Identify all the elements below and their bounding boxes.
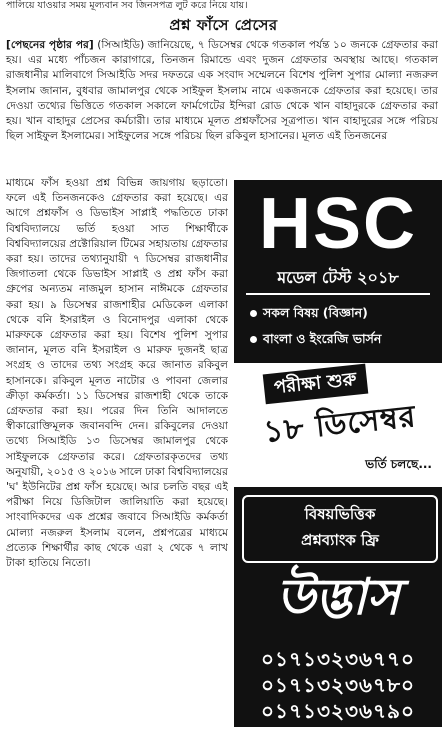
ad-subject-based: বিষয়ভিত্তিক	[304, 505, 376, 523]
article-column-text: মাধ্যমে ফাঁস হওয়া প্রশ্ন বিভিন্ন জায়গায় ছড়াতো। ফলে এই তিনজনকেও গ্রেফতার করা হয়েছে। এর আগে প্রশ্নফাঁস ও ডিভাইস সাপ্লাই পদ্ধতিতে ঢাকা বিশ্ববিদ্যালয়ে ভর্তি হওয়া সাত শিক্ষার্থীকে বিশ্ববিদ্যালয়ের প্রক্টোরিয়াল টিমের সহায়তায় গ্রেফতার করা হয়। তাদের তথ্যানুযায়ী ৭ ডিসেম্বর রাজধানীর জিগাতলা থেকে ডিভাইস সাপ্লাই ও প্রশ্ন ফাঁস করা গ্রুপের অন্যতম নাজমুল হাসান নাঈমকে গ্রেফতার করা হয়। ৯ ডিসেম্বর রাজশাহীর মেডিকেল এলাকা থেকে বনি ইসরাইল ও বিনোদপুর এলাকা থেকে মারুফকে গ্রেফতার করা হয়। বিশেষ পুলিশ সুপার জানান, মূলত বনি ইসরাইল ও মারুফ দুজনই ছাত্র সংগ্রহ ও তাদের তথ্য সংগ্রহ করে জানাত রকিবুল হাসানকে। রকিবুল মূলত নাটোর ও পাবনা জেলার ক্রীড়া কর্মকর্তা। ১১ ডিসেম্বর রাজশাহী থেকে তাকে গ্রেফতার করা হয়। পরের দিন তিনি আদালতে স্বীকারোক্তিমূলক জবানবন্দি দেন। রকিবুলের দেওয়া তথ্যে সিআইডি ১৩ ডিসেম্বর জামালপুর থেকে সাইফুলকে গ্রেফতার করে। গ্রেফতারকৃতদের তথ্য অনুযায়ী, ২০১৫ ও ২০১৬ সালে ঢাকা বিশ্ববিদ্যালয়ের 'ঘ' ইউনিটের প্রশ্ন ফাঁস হয়েছে। আর চলতি বছর এই পরীক্ষা নিয়ে ডিজিটাল জালিয়াতি করা হয়েছে। সাংবাদিকদের এক প্রশ্নের জবাবে সিআইডি কর্মকর্তা মোল্যা নজরুল ইসলাম বলেন, প্রশ্নপত্রের মাধ্যমে প্রত্যেক শিক্ষার্থীর কাছ থেকে এরা ২ থেকে ৭ লাখ টাকা হাতিয়ে নিতো।	[6, 177, 228, 570]
previous-article-tail: পালিয়ে যাওয়ার সময় মূল্যবান সব জিনসপত্র লুট করে নিয়ে যায়।	[6, 0, 248, 11]
article-column	[6, 176, 228, 728]
ad-phone-number: ০১৭১৩২৩৬৭৮০	[261, 673, 415, 697]
bullet-dot-icon	[250, 310, 257, 317]
bullet-dot-icon	[250, 336, 257, 343]
ad-question-bank-free: প্রশ্নব্যাংক ফ্রি	[301, 531, 379, 549]
ad-bullet-label: সকল বিষয় (বিজ্ঞান)	[263, 305, 368, 320]
article-lead-block	[6, 38, 438, 144]
continued-label: [পেছনের পৃষ্ঠার পর]	[6, 39, 94, 51]
article-lead-text: (সিআইডি) জানিয়েছে, ৭ ডিসেম্বর থেকে গতকাল পর্যন্ত ১০ জনকে গ্রেফতার করা হয়। এর মধ্যে পাঁচজন কারাগারে, তিনজন রিমান্ডে এবং দুজন গ্রেফতার অবস্থায় আছে। গতকাল রাজধানীর মালিবাগে সিআইডি সদর দফতরে এক সংবাদ সম্মেলনে বিশেষ পুলিশ সুপার মোল্যা নজরুল ইসলাম জানান, বুধবার জামালপুর থেকে সাইফুল ইসলাম নামে একজনকে গ্রেফতার করা হয়েছে। তার দেওয়া তথ্যের ভিত্তিতে গতকাল সকালে ফার্মগেটের ইন্দিরা রোড থেকে খান বাহাদুরকে গ্রেফতার করা হয়। খান বাহাদুর প্রেসের কর্মচারী। তার মাধ্যমে মূলত প্রশ্নফাঁসের সূত্রপাত। খান বাহাদুরের সঙ্গে পরিচয় ছিল সাইফুল ইসলামের। সাইফুলের সঙ্গে পরিচয় ছিল রকিবুল হাসানের। মূলত এই তিনজনের	[6, 39, 438, 143]
ad-bullet-item	[250, 330, 381, 348]
ad-exam-date: ১৮ ডিসেম্বর	[261, 399, 418, 450]
ad-hsc-panel	[234, 180, 442, 363]
ad-question-bank-box	[242, 495, 438, 563]
ad-divider	[246, 293, 430, 295]
ad-admission-note: ভর্তি চলছে...	[365, 457, 432, 471]
ad-brand-logo: উদ্ভাস	[276, 567, 400, 626]
ad-exam-panel	[234, 363, 442, 485]
ad-model-test-subtitle: মডেল টেস্ট ২০১৮	[277, 268, 399, 287]
ad-hsc-title: HSC	[258, 184, 417, 264]
ad-brand-panel	[234, 487, 442, 727]
ad-phone-number: ০১৭১৩২৩৬৭৯০	[261, 699, 415, 723]
article-lead-paragraph	[6, 38, 438, 144]
ad-bullet-item	[250, 304, 368, 322]
ad-bullet-label: বাংলা ও ইংরেজি ভার্সন	[263, 331, 382, 346]
ad-exam-start-label: পরীক্ষা শুরু	[263, 364, 368, 405]
ad-phone-number: ০১৭১৩২৩৬৭৭০	[261, 647, 415, 671]
article-headline: প্রশ্ন ফাঁসে প্রেসের	[169, 16, 278, 34]
